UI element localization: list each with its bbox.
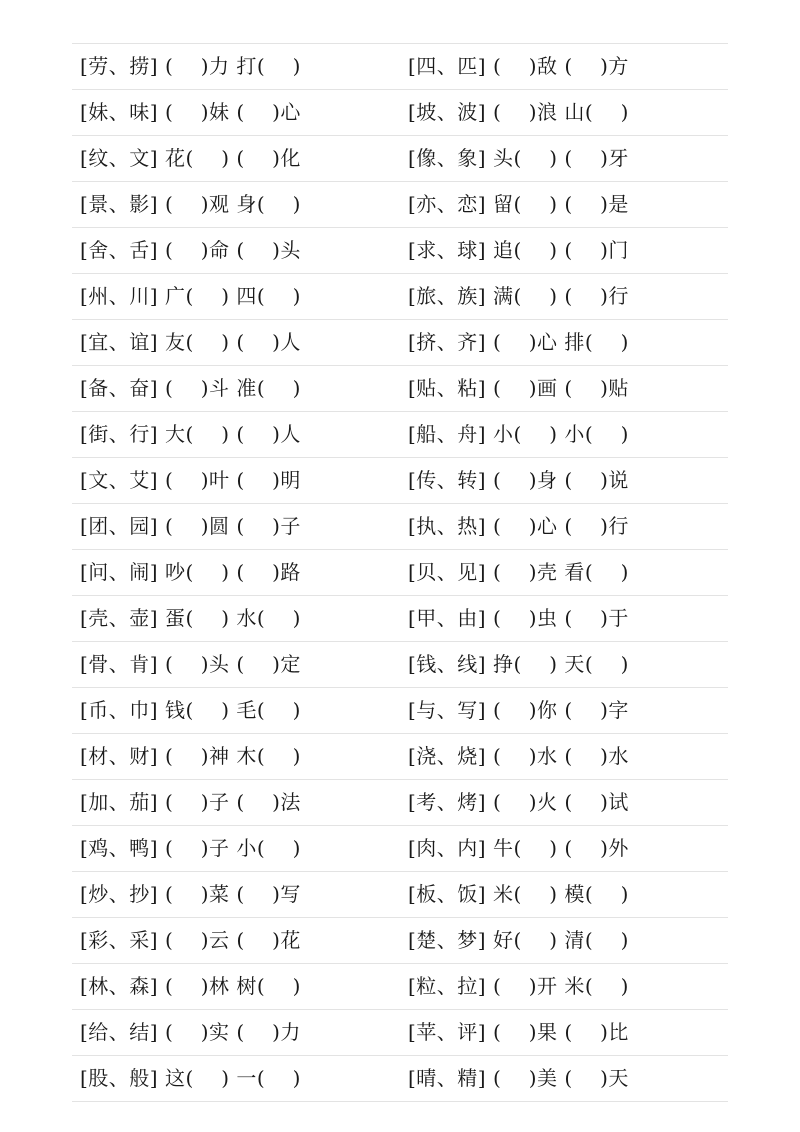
worksheet-row <box>72 458 728 504</box>
worksheet-table <box>72 43 728 1102</box>
exercise-left: [劳、捞] ( )力 打( ) <box>80 54 301 78</box>
worksheet-row <box>72 412 728 458</box>
worksheet-row <box>72 136 728 182</box>
worksheet-row <box>72 1056 728 1102</box>
exercise-right: [挤、齐] ( )心 排( ) <box>408 330 629 354</box>
worksheet-row <box>72 964 728 1010</box>
worksheet-row <box>72 872 728 918</box>
exercise-right: [钱、线] 挣( ) 天( ) <box>408 652 629 676</box>
exercise-right: [考、烤] ( )火 ( )试 <box>408 790 629 814</box>
exercise-right: [船、舟] 小( ) 小( ) <box>408 422 629 446</box>
exercise-right: [晴、精] ( )美 ( )天 <box>408 1066 629 1090</box>
exercise-left: [鸡、鸭] ( )子 小( ) <box>80 836 301 860</box>
exercise-right: [甲、由] ( )虫 ( )于 <box>408 606 629 630</box>
exercise-left: [币、巾] 钱( ) 毛( ) <box>80 698 301 722</box>
exercise-right: [旅、族] 满( ) ( )行 <box>408 284 629 308</box>
worksheet-row <box>72 90 728 136</box>
exercise-left: [壳、壶] 蛋( ) 水( ) <box>80 606 301 630</box>
worksheet-row <box>72 550 728 596</box>
exercise-left: [纹、文] 花( ) ( )化 <box>80 146 301 170</box>
exercise-right: [板、饭] 米( ) 模( ) <box>408 882 629 906</box>
exercise-right: [肉、内] 牛( ) ( )外 <box>408 836 629 860</box>
exercise-left: [材、财] ( )神 木( ) <box>80 744 301 768</box>
exercise-left: [州、川] 广( ) 四( ) <box>80 284 301 308</box>
worksheet-row <box>72 918 728 964</box>
worksheet-row <box>72 734 728 780</box>
exercise-left: [团、园] ( )圆 ( )子 <box>80 514 301 538</box>
worksheet-row <box>72 366 728 412</box>
exercise-right: [坡、波] ( )浪 山( ) <box>408 100 629 124</box>
exercise-right: [像、象] 头( ) ( )牙 <box>408 146 629 170</box>
worksheet-row <box>72 826 728 872</box>
exercise-left: [林、森] ( )林 树( ) <box>80 974 301 998</box>
exercise-right: [粒、拉] ( )开 米( ) <box>408 974 629 998</box>
worksheet-row <box>72 43 728 90</box>
exercise-right: [传、转] ( )身 ( )说 <box>408 468 629 492</box>
exercise-left: [加、茄] ( )子 ( )法 <box>80 790 301 814</box>
exercise-left: [街、行] 大( ) ( )人 <box>80 422 301 446</box>
exercise-left: [舍、舌] ( )命 ( )头 <box>80 238 301 262</box>
worksheet-row <box>72 274 728 320</box>
worksheet-row <box>72 1010 728 1056</box>
exercise-left: [备、奋] ( )斗 准( ) <box>80 376 301 400</box>
exercise-right: [执、热] ( )心 ( )行 <box>408 514 629 538</box>
worksheet-row <box>72 182 728 228</box>
exercise-right: [浇、烧] ( )水 ( )水 <box>408 744 629 768</box>
worksheet-row <box>72 228 728 274</box>
exercise-left: [问、闹] 吵( ) ( )路 <box>80 560 301 584</box>
exercise-left: [炒、抄] ( )菜 ( )写 <box>80 882 301 906</box>
exercise-left: [宜、谊] 友( ) ( )人 <box>80 330 301 354</box>
worksheet-row <box>72 688 728 734</box>
exercise-right: [贝、见] ( )壳 看( ) <box>408 560 629 584</box>
worksheet-row <box>72 780 728 826</box>
exercise-right: [亦、恋] 留( ) ( )是 <box>408 192 629 216</box>
exercise-right: [楚、梦] 好( ) 清( ) <box>408 928 629 952</box>
exercise-right: [求、球] 追( ) ( )门 <box>408 238 629 262</box>
worksheet-row <box>72 596 728 642</box>
exercise-left: [妹、味] ( )妹 ( )心 <box>80 100 301 124</box>
exercise-left: [景、影] ( )观 身( ) <box>80 192 301 216</box>
exercise-left: [彩、采] ( )云 ( )花 <box>80 928 301 952</box>
exercise-left: [文、艾] ( )叶 ( )明 <box>80 468 301 492</box>
exercise-right: [苹、评] ( )果 ( )比 <box>408 1020 629 1044</box>
worksheet-row <box>72 642 728 688</box>
exercise-right: [与、写] ( )你 ( )字 <box>408 698 629 722</box>
exercise-right: [四、匹] ( )敌 ( )方 <box>408 54 629 78</box>
exercise-left: [给、结] ( )实 ( )力 <box>80 1020 301 1044</box>
exercise-left: [股、般] 这( ) 一( ) <box>80 1066 301 1090</box>
worksheet-row <box>72 320 728 366</box>
exercise-right: [贴、粘] ( )画 ( )贴 <box>408 376 629 400</box>
exercise-left: [骨、肯] ( )头 ( )定 <box>80 652 301 676</box>
worksheet-row <box>72 504 728 550</box>
